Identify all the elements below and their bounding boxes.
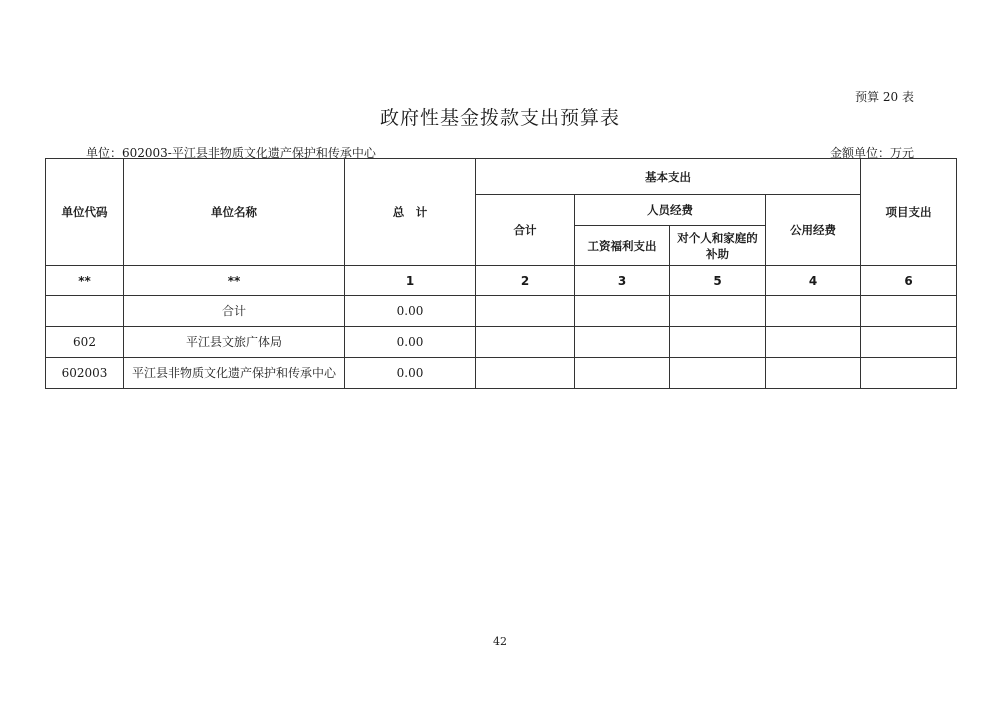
header-total: 总 计 — [345, 159, 476, 266]
index-cell: 3 — [575, 266, 670, 296]
empty-cell — [670, 327, 766, 358]
empty-cell — [861, 358, 957, 389]
header-public-funds: 公用经费 — [766, 195, 861, 266]
header-project-spending: 项目支出 — [861, 159, 957, 266]
table-row — [46, 358, 957, 389]
index-row — [46, 266, 957, 296]
empty-cell — [575, 358, 670, 389]
index-cell: 2 — [476, 266, 575, 296]
empty-cell — [766, 327, 861, 358]
header-personnel: 人员经费 — [575, 195, 766, 226]
header-family-subsidy: 对个人和家庭的补助 — [670, 226, 766, 266]
empty-cell — [476, 296, 575, 327]
empty-cell — [476, 327, 575, 358]
table-row — [46, 327, 957, 358]
header-unit-code: 单位代码 — [46, 159, 124, 266]
empty-cell — [670, 358, 766, 389]
unit-name-cell: 合计 — [124, 296, 345, 327]
table-row-total — [46, 296, 957, 327]
empty-cell — [766, 358, 861, 389]
unit-code-cell: 602003 — [46, 358, 124, 389]
index-cell: 5 — [670, 266, 766, 296]
empty-cell — [575, 296, 670, 327]
index-cell: 1 — [345, 266, 476, 296]
empty-cell — [575, 327, 670, 358]
empty-cell — [670, 296, 766, 327]
index-cell: ** — [46, 266, 124, 296]
total-cell: 0.00 — [345, 296, 476, 327]
budget-table — [45, 158, 957, 389]
unit-code-cell — [46, 296, 124, 327]
unit-label: 单位：602003-平江县非物质文化遗产保护和传承中心 — [86, 146, 376, 160]
index-cell: 6 — [861, 266, 957, 296]
empty-cell — [861, 296, 957, 327]
currency-label: 金额单位：万元 — [829, 146, 914, 160]
page-number: 42 — [493, 635, 507, 648]
empty-cell — [476, 358, 575, 389]
index-cell: 4 — [766, 266, 861, 296]
unit-code-cell: 602 — [46, 327, 124, 358]
page-title: 政府性基金拨款支出预算表 — [379, 107, 620, 129]
unit-name-cell: 平江县非物质文化遗产保护和传承中心 — [124, 358, 345, 389]
header-wages: 工资福利支出 — [575, 226, 670, 266]
unit-name-cell: 平江县文旅广体局 — [124, 327, 345, 358]
total-cell: 0.00 — [345, 358, 476, 389]
total-cell: 0.00 — [345, 327, 476, 358]
index-cell: ** — [124, 266, 345, 296]
empty-cell — [766, 296, 861, 327]
empty-cell — [861, 327, 957, 358]
header-subtotal: 合计 — [476, 195, 575, 266]
header-basic-spending: 基本支出 — [476, 159, 861, 195]
header-unit-name: 单位名称 — [124, 159, 345, 266]
table-number: 预算 20 表 — [855, 90, 914, 104]
